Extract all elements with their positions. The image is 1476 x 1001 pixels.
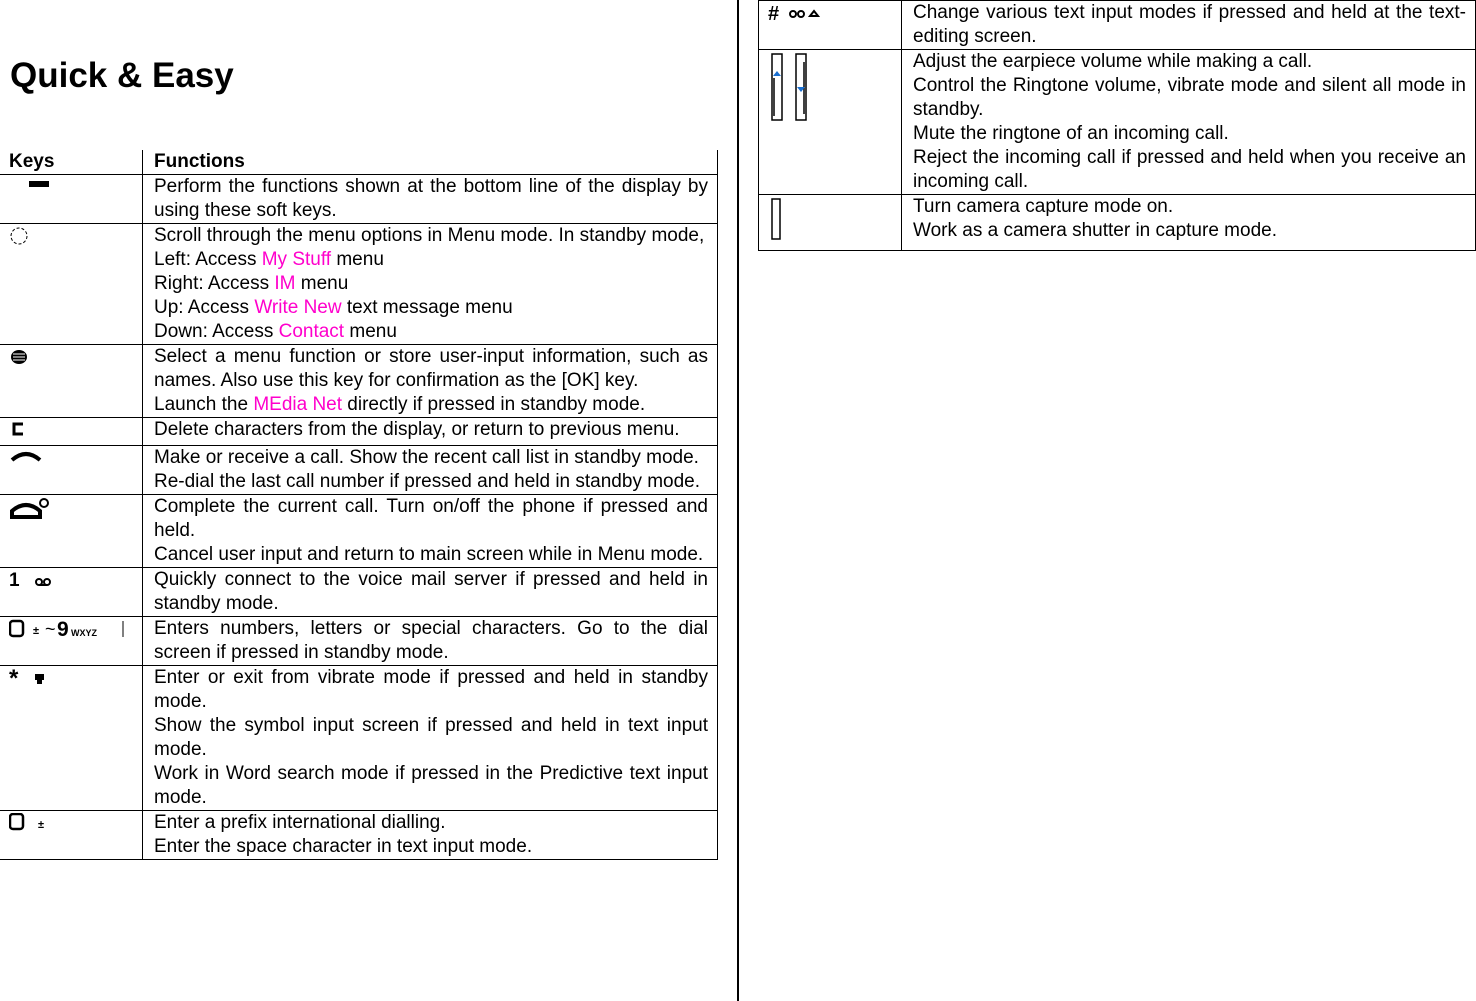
line-text: Left: Access [154, 249, 262, 270]
function-cell [143, 495, 718, 568]
table-row [0, 617, 718, 666]
function-line: Cancel user input and return to main screen while in Menu mode. [154, 544, 704, 565]
page-title: Quick & Easy [10, 56, 234, 95]
menu-name-highlight: Contact [278, 321, 345, 342]
svg-text:~: ~ [45, 619, 56, 639]
function-line: Delete characters from the display, or return to previous menu. [154, 419, 680, 440]
menu-name-highlight: MEdia Net [253, 394, 343, 415]
table-row [0, 224, 718, 345]
column-divider [737, 0, 739, 1001]
function-cell [143, 345, 718, 418]
line-text: directly if pressed in standby mode. [342, 394, 646, 415]
send-key-icon [9, 448, 43, 473]
function-line: Show the symbol input screen if pressed and held in text input mode. [154, 715, 708, 760]
key-cell [759, 50, 902, 195]
svg-text:#: # [768, 3, 780, 21]
star-key-icon [9, 668, 59, 693]
table-row [0, 418, 718, 446]
svg-text:*: * [9, 668, 19, 686]
function-cell [143, 568, 718, 617]
keys-column-header: Keys [9, 151, 55, 172]
svg-text:±: ± [38, 819, 45, 831]
function-cell [143, 666, 718, 811]
table-row [0, 811, 718, 860]
function-line: Scroll through the menu options in Menu mode. In standby mode, [154, 225, 705, 246]
nav-key-icon [9, 226, 29, 253]
menu-name-highlight: Write New [254, 297, 342, 318]
table-row [0, 495, 718, 568]
function-line: Enter or exit from vibrate mode if pressed and held in standby mode. [154, 667, 708, 712]
key-cell [0, 811, 143, 860]
table-row [0, 446, 718, 495]
function-line: Enters numbers, letters or special characters. Go to the dial screen if pressed in standby mode. [154, 618, 708, 663]
end-power-key-icon [9, 497, 49, 528]
table-row [0, 666, 718, 811]
menu-name-highlight: IM [274, 273, 296, 294]
key-cell [0, 175, 143, 224]
volume-keys-icon [768, 52, 818, 131]
keys-table-left [0, 150, 718, 860]
table-row [0, 568, 718, 617]
function-line: Adjust the earpiece volume while making a call. [913, 51, 1313, 72]
line-text: Down: Access [154, 321, 279, 342]
function-line: Control the Ringtone volume, vibrate mode and silent all mode in standby. [913, 75, 1466, 120]
function-line: Change various text input modes if pressed and held at the text-editing screen. [913, 2, 1466, 47]
function-cell [143, 446, 718, 495]
key-cell [0, 418, 143, 446]
function-cell [143, 224, 718, 345]
function-line: Complete the current call. Turn on/off the phone if pressed and held. [154, 496, 708, 541]
function-line [154, 272, 708, 296]
table-row [759, 195, 1476, 251]
clear-key-icon [9, 420, 29, 445]
function-cell [902, 1, 1476, 50]
function-line: Mute the ringtone of an incoming call. [913, 123, 1229, 144]
function-line: Enter a prefix international dialling. [154, 812, 446, 833]
voicemail-key-icon [9, 570, 59, 595]
key-cell [0, 568, 143, 617]
table-row [0, 345, 718, 418]
function-line [154, 296, 708, 320]
key-cell [0, 446, 143, 495]
function-line: Make or receive a call. Show the recent call list in standby mode. [154, 447, 699, 468]
number-keys-icon [9, 619, 127, 646]
function-line [154, 393, 708, 417]
soft-key-icon [9, 177, 69, 202]
function-line: Re-dial the last call number if pressed and held in standby mode. [154, 471, 701, 492]
table-row [759, 1, 1476, 50]
function-cell [143, 617, 718, 666]
function-line [154, 248, 708, 272]
function-cell [902, 50, 1476, 195]
function-cell [143, 811, 718, 860]
function-cell [143, 175, 718, 224]
key-cell [0, 345, 143, 418]
line-text: menu [331, 249, 384, 270]
camera-key-icon [768, 197, 788, 250]
table-header-row [0, 150, 718, 175]
function-cell [143, 418, 718, 446]
function-cell [902, 195, 1476, 251]
line-text: Launch the [154, 394, 254, 415]
key-cell [0, 224, 143, 345]
key-cell [759, 195, 902, 251]
key-cell [0, 495, 143, 568]
function-line: Enter the space character in text input mode. [154, 836, 533, 857]
function-line: Reject the incoming call if pressed and held when you receive an incoming call. [913, 147, 1466, 192]
line-text: Right: Access [154, 273, 275, 294]
function-line: Perform the functions shown at the bottom line of the display by using these soft keys. [154, 176, 708, 221]
line-text: Up: Access [154, 297, 255, 318]
keys-table-right [758, 0, 1476, 251]
table-row [0, 175, 718, 224]
function-line: Turn camera capture mode on. [913, 196, 1174, 217]
svg-text:±: ± [33, 625, 40, 637]
svg-text:9: 9 [57, 619, 69, 639]
key-cell [0, 666, 143, 811]
svg-text:1: 1 [9, 570, 20, 588]
function-line: Select a menu function or store user-input information, such as names. Also use this key for confirmation as the [OK] key. [154, 346, 708, 391]
svg-text:WXYZ: WXYZ [71, 628, 97, 638]
key-cell [759, 1, 902, 50]
function-line [154, 320, 708, 344]
ok-key-icon [9, 347, 29, 374]
hash-key-icon [768, 3, 828, 28]
function-line: Work in Word search mode if pressed in the Predictive text input mode. [154, 763, 708, 808]
line-text: text message menu [341, 297, 513, 318]
line-text: menu [295, 273, 349, 294]
function-line: Work as a camera shutter in capture mode. [913, 220, 1277, 241]
table-row [759, 50, 1476, 195]
menu-name-highlight: My Stuff [261, 249, 332, 270]
zero-key-icon [9, 813, 59, 838]
line-text: menu [344, 321, 397, 342]
key-cell [0, 617, 143, 666]
function-line: Quickly connect to the voice mail server if pressed and held in standby mode. [154, 569, 708, 614]
functions-column-header: Functions [154, 151, 245, 172]
